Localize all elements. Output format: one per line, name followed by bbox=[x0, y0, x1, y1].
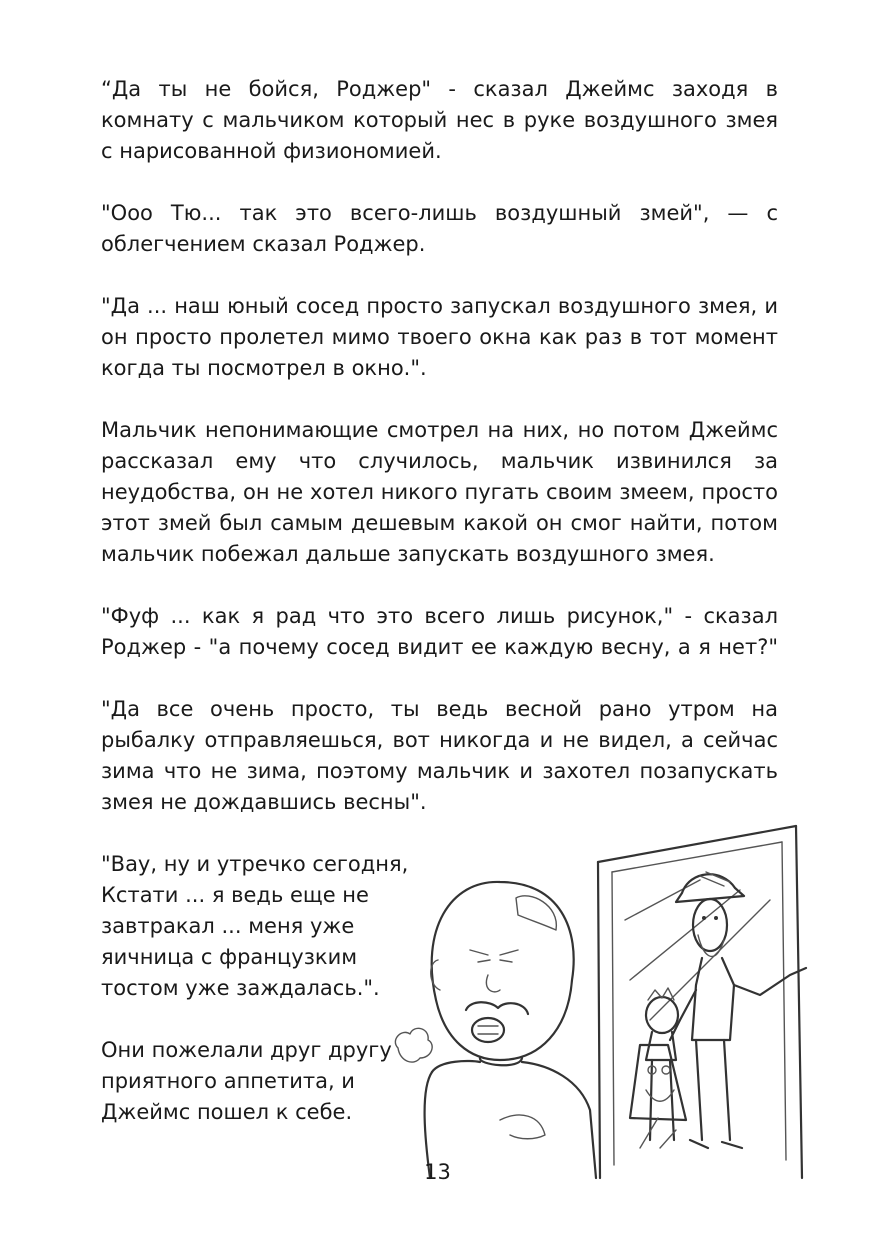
page-number: 13 bbox=[424, 1160, 451, 1184]
paragraph-8-line: Джеймс пошел к себе. bbox=[101, 1100, 353, 1124]
paragraph-2: "Ооо Тю... так это всего-лишь воздушный змей", — с облегчением сказал Роджер. bbox=[101, 201, 778, 256]
paragraph-1: “Да ты не бойся, Роджер" - сказал Джеймс заходя в комнату с мальчиком который нес в руке воздушного змея с нарисованной физиономией. bbox=[101, 77, 778, 163]
paragraph-3: "Да ... наш юный сосед просто запускал воздушного змея, и он просто пролетел мимо твоего окна как раз в тот момент когда ты посмотрел в окно.". bbox=[101, 294, 778, 380]
paragraph-4: Мальчик непонимающие смотрел на них, но потом Джеймс рассказал ему что случилось, мальчик извинился за неудобства, он не хотел никого пугать своим змеем, просто этот змей был самым дешевым какой он смог найти, потом мальчик побежал дальше запускать воздушного змея. bbox=[101, 418, 778, 566]
paragraph-7-line: яичница с французким bbox=[101, 945, 358, 969]
paragraph-6: "Да все очень просто, ты ведь весной рано утром на рыбалку отправляешься, вот никогда и не видел, а сейчас зима что не зима, поэтому мальчик и захотел позапускать змея не дождавшись весны". bbox=[101, 697, 778, 814]
paragraph-8-line: приятного аппетита, и bbox=[101, 1069, 355, 1093]
body-text bbox=[101, 74, 778, 1159]
paragraph-7 bbox=[101, 849, 431, 1004]
paragraph-8 bbox=[101, 1035, 431, 1128]
paragraph-7-line: тостом уже заждалась.". bbox=[101, 976, 380, 1000]
paragraph-5: "Фуф ... как я рад что это всего лишь рисунок," - сказал Роджер - "а почему сосед видит ее каждую весну, а я нет?" bbox=[101, 604, 778, 659]
paragraph-7-line: Кстати ... я ведь еще не bbox=[101, 883, 369, 907]
paragraph-7-line: завтракал ... меня уже bbox=[101, 914, 355, 938]
paragraph-8-line: Они пожелали друг другу bbox=[101, 1038, 392, 1062]
paragraph-7-line: "Вау, ну и утречко сегодня, bbox=[101, 852, 409, 876]
